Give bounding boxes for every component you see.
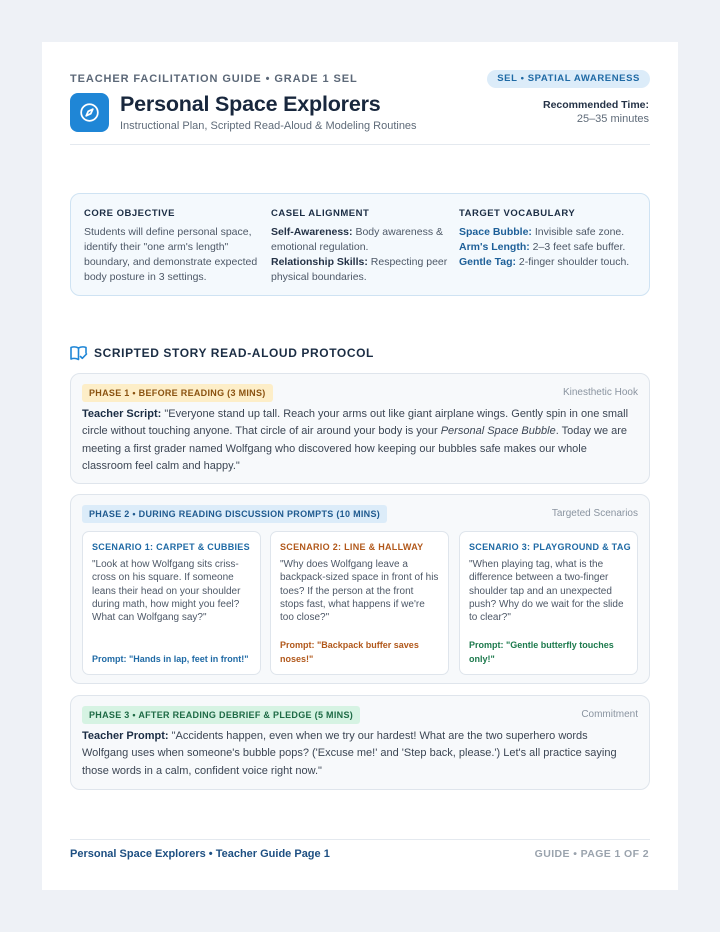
phase-1-script: [82, 406, 635, 475]
casel-alignment: [271, 208, 449, 285]
phase-3-pill: PHASE 3 • AFTER READING DEBRIEF & PLEDGE (5 MINS): [82, 706, 360, 724]
objectives-panel: [70, 193, 650, 296]
vocab-definition: Invisible safe zone.: [534, 226, 625, 238]
logo-badge: [70, 93, 109, 132]
script-text: . Today we are meeting a first grader named Wolfgang who discovered how keeping our bubbles safe makes our whole classroom feel calm and happy.": [82, 425, 628, 472]
phase-1-card: [70, 373, 650, 484]
phase-3-category: Commitment: [581, 709, 638, 720]
casel-item-text: Body awareness & emotional regulation.: [271, 226, 443, 253]
scenario-heading: SCENARIO 1: CARPET & CUBBIES: [92, 542, 250, 552]
phase-3-prompt: [82, 728, 635, 780]
scenario-text: "Look at how Wolfgang sits criss-cross on his square. If someone leans their head on your shoulder during math, how might you feel? What can Wolfgang say?": [92, 559, 241, 624]
recommended-time-label: Recommended Time:: [543, 99, 649, 111]
script-label: Teacher Script:: [82, 408, 162, 420]
footer-divider: [70, 839, 650, 840]
casel-item-text: Respecting peer physical boundaries.: [271, 256, 448, 283]
guide-page: [42, 42, 678, 890]
book-check-icon: [70, 345, 88, 361]
core-objective-text: Students will define personal space, identify their "one arm's length" boundary, and demonstrate expected body posture in 3 settings.: [84, 226, 258, 283]
script-emphasis: Personal Space Bubble: [440, 425, 556, 438]
core-objective: [84, 208, 264, 285]
subject-tag: SEL • SPATIAL AWARENESS: [487, 70, 650, 88]
prompt-text: "Accidents happen, even when we try our hardest! What are the two superhero words Wolfgang uses when someone's bubble pops? ('Excuse me!' and 'Step back, please.') Let's all practice saying those words in a calm, confident voice right now.": [82, 730, 617, 777]
scenario-prompt: Prompt: "Hands in lap, feet in front!": [92, 654, 249, 664]
page-subtitle: Instructional Plan, Scripted Read-Aloud & Modeling Routines: [120, 120, 417, 132]
footer-page-number: GUIDE • PAGE 1 OF 2: [534, 848, 649, 860]
phase-1-category: Kinesthetic Hook: [562, 387, 638, 398]
vocab-term: Space Bubble:: [459, 226, 532, 238]
vocab-definition: 2–3 feet safe buffer.: [532, 241, 626, 253]
casel-alignment-text: [271, 225, 449, 285]
scenario-text: "When playing tag, what is the difference between a two-finger shoulder tap and an unexpected push? Why do we wait for the slide to clear?": [469, 559, 624, 624]
scenario-prompt: Prompt: "Gentle butterfly touches only!": [469, 640, 614, 664]
scenario-heading: SCENARIO 3: PLAYGROUND & TAG: [469, 542, 631, 552]
scenario-card: [270, 531, 449, 675]
footer-title: Personal Space Explorers • Teacher Guide Page 1: [70, 848, 330, 860]
scenario-card: [82, 531, 261, 675]
scenario-prompt: Prompt: "Backpack buffer saves noses!": [280, 640, 419, 664]
document-kicker: TEACHER FACILITATION GUIDE • GRADE 1 SEL: [70, 73, 358, 85]
compass-icon: [79, 102, 100, 123]
core-objective-heading: CORE OBJECTIVE: [84, 208, 175, 219]
section-title: SCRIPTED STORY READ-ALOUD PROTOCOL: [94, 346, 374, 360]
casel-item-label: Self-Awareness:: [271, 226, 353, 238]
vocab-definition: 2-finger shoulder touch.: [518, 256, 630, 268]
phase-2-category: Targeted Scenarios: [551, 508, 638, 519]
page-title: Personal Space Explorers: [120, 92, 381, 116]
phase-2-card: [70, 494, 650, 684]
target-vocabulary-heading: TARGET VOCABULARY: [459, 208, 576, 219]
casel-alignment-heading: CASEL ALIGNMENT: [271, 208, 370, 219]
vocab-term: Gentle Tag:: [459, 256, 516, 268]
target-vocabulary: [459, 208, 645, 270]
phase-3-card: [70, 695, 650, 790]
phase-1-pill: PHASE 1 • BEFORE READING (3 MINS): [82, 384, 273, 402]
prompt-label: Teacher Prompt:: [82, 730, 169, 742]
scenario-text: "Why does Wolfgang leave a backpack-sized space in front of his toes? If the person at the front stops fast, what happens if we're too close?": [280, 559, 439, 624]
header-divider: [70, 144, 650, 145]
script-text: "Everyone stand up tall. Reach your arms out like giant airplane wings. Gently spin in one small circle without touching anyone. That circle of air around your body is your: [82, 408, 629, 438]
vocab-term: Arm's Length:: [459, 241, 530, 253]
casel-item-label: Relationship Skills:: [271, 256, 368, 268]
phase-2-pill: PHASE 2 • DURING READING DISCUSSION PROMPTS (10 MINS): [82, 505, 387, 523]
scenario-heading: SCENARIO 2: LINE & HALLWAY: [280, 542, 424, 552]
recommended-time-value: 25–35 minutes: [576, 113, 649, 125]
target-vocabulary-list: [459, 225, 645, 270]
scenario-card: [459, 531, 638, 675]
